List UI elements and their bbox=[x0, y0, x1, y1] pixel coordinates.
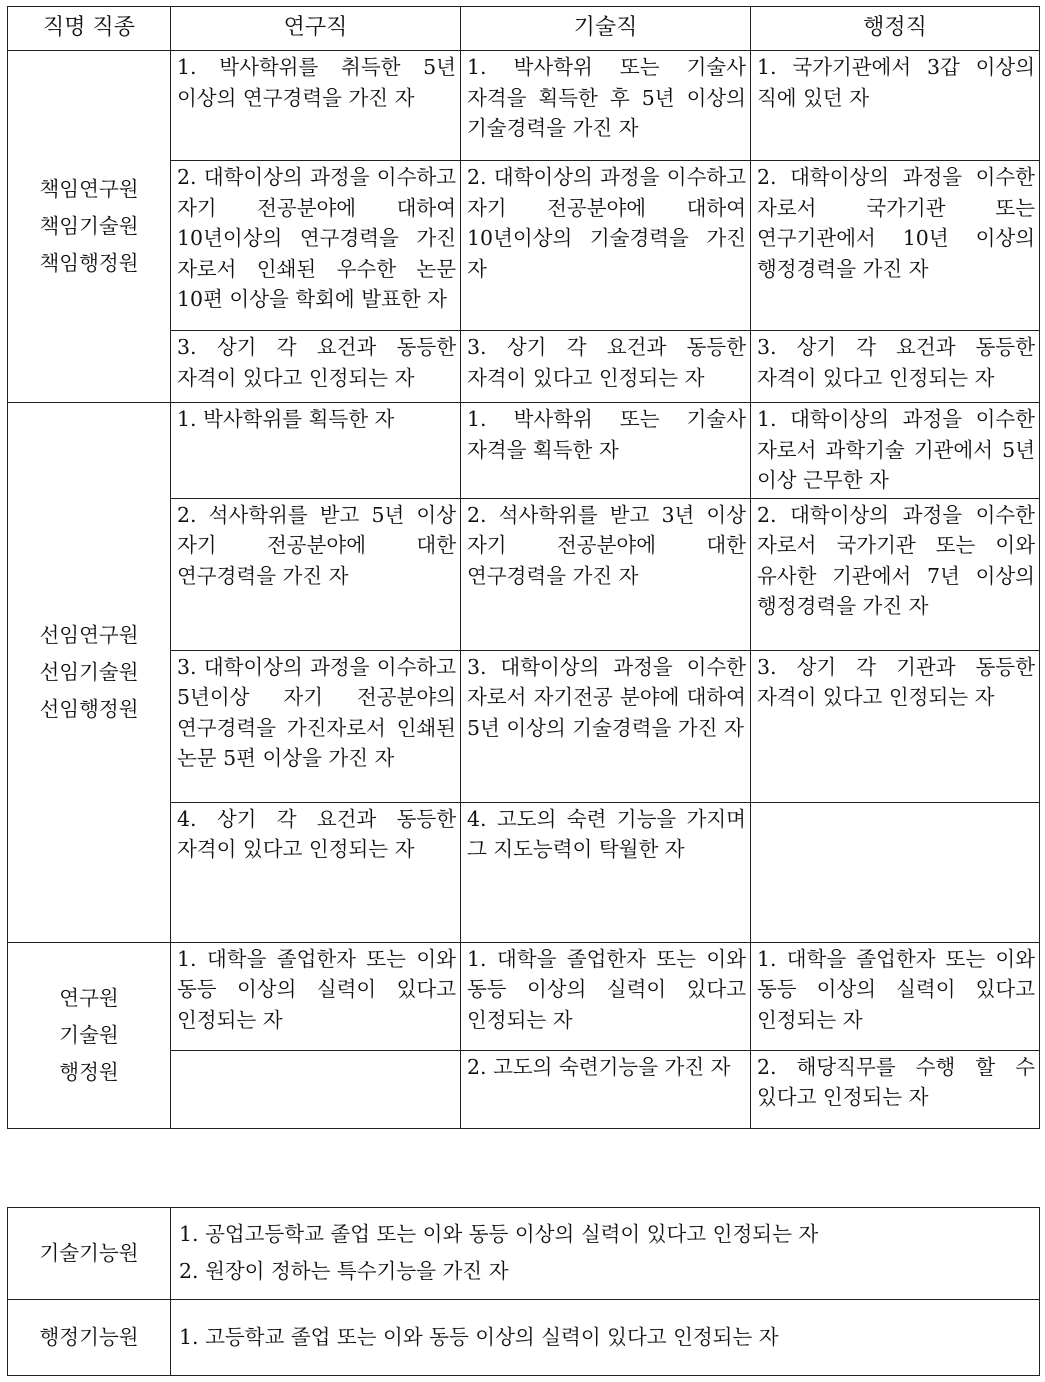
rank-title: 책임기술원 bbox=[39, 214, 139, 238]
technical-requirement: 3. 상기 각 요건과 동등한 자격이 있다고 인정되는 자 bbox=[461, 331, 751, 403]
research-requirement: 2. 석사학위를 받고 5년 이상 자기 전공분야에 대한 연구경력을 가진 자 bbox=[171, 498, 461, 650]
functional-requirements bbox=[171, 1208, 1040, 1300]
research-requirement: 1. 박사학위를 취득한 5년 이상의 연구경력을 가진 자 bbox=[171, 51, 461, 161]
rank-title: 기술원 bbox=[59, 1022, 119, 1047]
administrative-requirement: 1. 대학을 졸업한자 또는 이와 동등 이상의 실력이 있다고 인정되는 자 bbox=[751, 942, 1040, 1050]
administrative-requirement: 1. 대학이상의 과정을 이수한 자로서 과학기술 기관에서 5년 이상 근무한 자 bbox=[751, 403, 1040, 499]
research-requirement: 1. 박사학위를 획득한 자 bbox=[171, 403, 461, 499]
rank-title: 선임기술원 bbox=[39, 659, 139, 684]
administrative-requirement: 2. 대학이상의 과정을 이수한 자로서 국가기관 또는 이와 유사한 기관에서 7년 이상의 행정경력을 가진 자 bbox=[751, 498, 1040, 650]
header-row bbox=[8, 7, 1040, 51]
administrative-requirement: 1. 국가기관에서 3갑 이상의 직에 있던 자 bbox=[751, 51, 1040, 161]
technical-requirement: 4. 고도의 숙련 기능을 가지며 그 지도능력이 탁월한 자 bbox=[461, 802, 751, 942]
table-row bbox=[8, 1300, 1040, 1376]
table-row bbox=[8, 51, 1040, 161]
requirement-item: 2. 원장이 정하는 특수기능을 가진 자 bbox=[179, 1259, 509, 1283]
rank-title: 책임행정원 bbox=[39, 251, 139, 275]
functional-staff-table bbox=[7, 1207, 1040, 1376]
functional-requirements bbox=[171, 1300, 1040, 1376]
technical-requirement: 1. 박사학위 또는 기술사 자격을 획득한 자 bbox=[461, 403, 751, 499]
rank-cell-staff bbox=[8, 942, 171, 1128]
rank-cell-technical-functional: 기술기능원 bbox=[8, 1208, 171, 1300]
rank-cell-administrative-functional: 행정기능원 bbox=[8, 1300, 171, 1376]
requirement-item: 1. 공업고등학교 졸업 또는 이와 동등 이상의 실력이 있다고 인정되는 자 bbox=[179, 1222, 819, 1246]
table-row bbox=[8, 403, 1040, 499]
administrative-requirement: 3. 상기 각 요건과 동등한 자격이 있다고 인정되는 자 bbox=[751, 331, 1040, 403]
requirement-item: 1. 고등학교 졸업 또는 이와 동등 이상의 실력이 있다고 인정되는 자 bbox=[179, 1324, 779, 1349]
rank-title: 행정원 bbox=[59, 1059, 119, 1084]
administrative-requirement: 3. 상기 각 기관과 동등한 자격이 있다고 인정되는 자 bbox=[751, 650, 1040, 802]
technical-requirement: 1. 대학을 졸업한자 또는 이와 동등 이상의 실력이 있다고 인정되는 자 bbox=[461, 942, 751, 1050]
technical-requirement: 2. 석사학위를 받고 3년 이상 자기 전공분야에 대한 연구경력을 가진 자 bbox=[461, 498, 751, 650]
rank-cell-senior bbox=[8, 403, 171, 943]
research-requirement: 2. 대학이상의 과정을 이수하고 자기 전공분야에 대하여 10년이상의 연구경력을 가진 자로서 인쇄된 우수한 논문 10편 이상을 학회에 발표한 자 bbox=[171, 161, 461, 331]
header-administrative: 행정직 bbox=[751, 7, 1040, 51]
header-research: 연구직 bbox=[171, 7, 461, 51]
research-requirement: 4. 상기 각 요건과 동등한 자격이 있다고 인정되는 자 bbox=[171, 802, 461, 942]
technical-requirement: 2. 고도의 숙련기능을 가진 자 bbox=[461, 1050, 751, 1128]
table-row bbox=[8, 942, 1040, 1050]
qualification-table bbox=[7, 6, 1040, 1129]
research-requirement bbox=[171, 1050, 461, 1128]
header-corner: 직명 직종 bbox=[8, 7, 171, 51]
research-requirement: 3. 상기 각 요건과 동등한 자격이 있다고 인정되는 자 bbox=[171, 331, 461, 403]
rank-title: 연구원 bbox=[59, 985, 119, 1010]
rank-title: 선임행정원 bbox=[39, 696, 139, 721]
research-requirement: 1. 대학을 졸업한자 또는 이와 동등 이상의 실력이 있다고 인정되는 자 bbox=[171, 942, 461, 1050]
administrative-requirement: 2. 대학이상의 과정을 이수한 자로서 국가기관 또는 연구기관에서 10년 이상의 행정경력을 가진 자 bbox=[751, 161, 1040, 331]
table-row bbox=[8, 1208, 1040, 1300]
technical-requirement: 3. 대학이상의 과정을 이수한 자로서 자기전공 분야에 대하여 5년 이상의 기술경력을 가진 자 bbox=[461, 650, 751, 802]
technical-requirement: 1. 박사학위 또는 기술사 자격을 획득한 후 5년 이상의 기술경력을 가진 자 bbox=[461, 51, 751, 161]
technical-requirement: 2. 대학이상의 과정을 이수하고 자기 전공분야에 대하여 10년이상의 기술경력을 가진 자 bbox=[461, 161, 751, 331]
administrative-requirement bbox=[751, 802, 1040, 942]
header-technical: 기술직 bbox=[461, 7, 751, 51]
rank-title: 선임연구원 bbox=[39, 622, 139, 647]
research-requirement: 3. 대학이상의 과정을 이수하고 5년이상 자기 전공분야의 연구경력을 가진자로서 인쇄된 논문 5편 이상을 가진 자 bbox=[171, 650, 461, 802]
administrative-requirement: 2. 해당직무를 수행 할 수 있다고 인정되는 자 bbox=[751, 1050, 1040, 1128]
rank-title: 책임연구원 bbox=[39, 177, 139, 201]
rank-cell-senior-chief bbox=[8, 51, 171, 403]
